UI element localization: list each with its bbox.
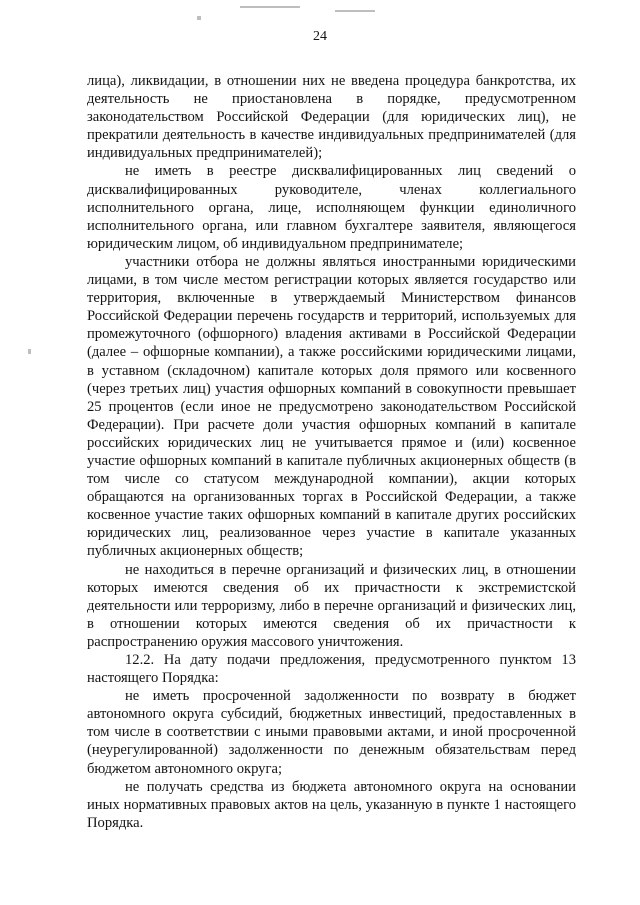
paragraph: 12.2. На дату подачи предложения, предусмотренного пунктом 13 настоящего Порядка: — [87, 652, 576, 687]
paragraph: не иметь просроченной задолженности по возврату в бюджет автономного округа субсидий, бюджетных инвестиций, предоставленных в том числе в соответствии с иными правовыми актами, и иной просроченной (неурегулированной) задолженности по денежным обязательствам перед бюджетом автономного округа; — [87, 688, 576, 777]
scan-artifact — [197, 16, 201, 20]
scan-artifact — [240, 6, 300, 8]
paragraph: не находиться в перечне организаций и физических лиц, в отношении которых имеются сведения об их причастности к экстремистской деятельности или терроризму, либо в перечне организаций и физических лиц, в отношении которых имеются сведения об их причастности к распространению оружия массового уничтожения. — [87, 561, 576, 650]
paragraph: не получать средства из бюджета автономного округа на основании иных нормативных правовых актов на цель, указанную в пункте 1 настоящего Порядка. — [87, 778, 576, 831]
page-number: 24 — [313, 29, 327, 44]
scan-artifact — [28, 349, 31, 354]
paragraph: участники отбора не должны являться иностранными юридическими лицами, в том числе местом регистрации которых является государство или территория, включенные в утверждаемый Министерством финансов Российской Федерации перечень государств и территорий, используемых для промежуточного (офшорного) владения активами в Российской Федерации (далее – офшорные компании), а также российскими юридическими лицами, в уставном (складочном) капитале которых доля прямого или косвенного (через третьих лиц) участия офшорных компаний в совокупности превышает 25 процентов (если иное не предусмотрено законодательством Российской Федерации). При расчете доли участия офшорных компаний в капитале российских юридических лиц не учитывается прямое и (или) косвенное участие офшорных компаний в капитале публичных акционерных обществ (в том числе со статусом международной компании), акции которых обращаются на организованных торгах в Российской Федерации, а также косвенное участие таких офшорных компаний в капитале других российских юридических лиц, реализованное через участие в капитале указанных публичных акционерных обществ; — [87, 253, 576, 560]
document-body — [87, 72, 576, 832]
paragraph: не иметь в реестре дисквалифицированных лиц сведений о дисквалифицированных руководителе, членах коллегиального исполнительного органа, лице, исполняющем функции единоличного исполнительного органа, или главном бухгалтере заявителя, являющегося юридическим лицом, об индивидуальном предпринимателе; — [87, 163, 576, 252]
scan-artifact — [335, 10, 375, 12]
paragraph: лица), ликвидации, в отношении них не введена процедура банкротства, их деятельность не приостановлена в порядке, предусмотренном законодательством Российской Федерации (для юридических лиц), не прекратили деятельность в качестве индивидуальных предпринимателей (для индивидуальных предпринимателей); — [87, 73, 576, 162]
